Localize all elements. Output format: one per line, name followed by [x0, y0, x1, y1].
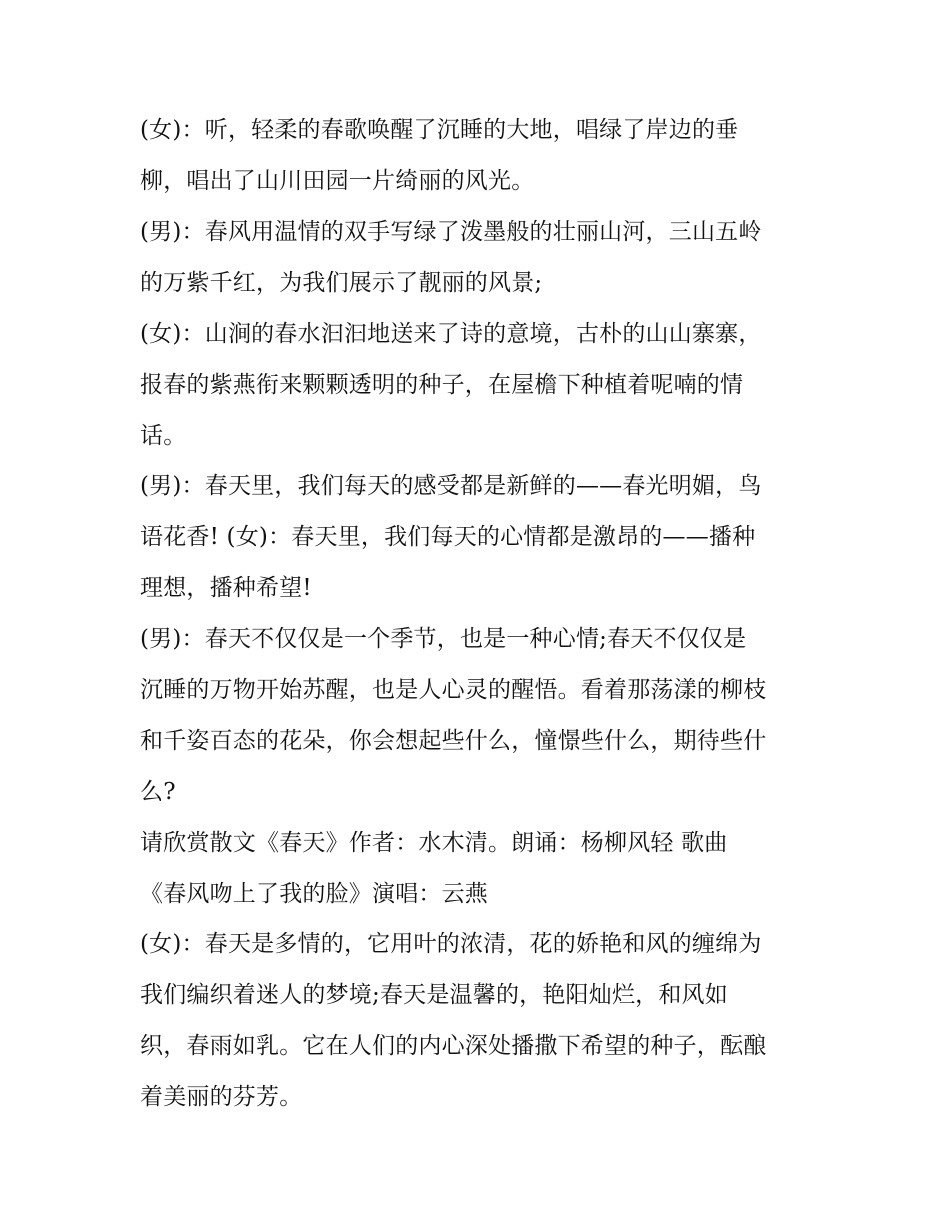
- text-line: 织，春雨如乳。它在人们的内心深处播撒下希望的种子，酝酿: [140, 1033, 767, 1059]
- text-line: 柳，唱出了山川田园一片绮丽的风光。: [140, 168, 535, 194]
- text-line: 理想，播种希望!: [140, 575, 312, 601]
- text-line: 报春的紫燕衔来颗颗透明的种子，在屋檐下种植着呢喃的情: [140, 372, 744, 398]
- text-line: 沉睡的万物开始苏醒，也是人心灵的醒悟。看着那荡漾的柳枝: [140, 677, 767, 703]
- text-line: 的万紫千红，为我们展示了靓丽的风景;: [140, 270, 543, 296]
- text-line: 话。: [140, 423, 187, 449]
- text-line: (女)：山涧的春水汩汩地送来了诗的意境，古朴的山山寨寨，: [140, 321, 762, 347]
- text-line: (男)：春天不仅仅是一个季节，也是一种心情;春天不仅仅是: [140, 626, 747, 652]
- text-line: (女)：春天是多情的，它用叶的浓清，花的娇艳和风的缠绵为: [140, 931, 762, 957]
- text-line: 语花香! (女)：春天里，我们每天的心情都是激昂的——播种: [140, 524, 756, 550]
- text-line: (女)：听，轻柔的春歌唤醒了沉睡的大地，唱绿了岸边的垂: [140, 117, 739, 143]
- text-line: (男)：春天里，我们每天的感受都是新鲜的——春光明媚，鸟: [140, 473, 762, 499]
- text-line: 和千姿百态的花朵，你会想起些什么，憧憬些什么，期待些什: [140, 728, 767, 754]
- text-line: 我们编织着迷人的梦境;春天是温馨的，艳阳灿烂，和风如: [140, 982, 728, 1008]
- text-line: 《春风吻上了我的脸》演唱：云燕: [140, 881, 488, 907]
- text-line: 请欣赏散文《春天》作者：水木清。朗诵：杨柳风轻 歌曲: [140, 830, 728, 856]
- text-line: 么?: [140, 779, 176, 805]
- text-line: (男)：春风用温情的双手写绿了泼墨般的壮丽山河，三山五岭: [140, 219, 762, 245]
- text-line: 着美丽的芬芳。: [140, 1084, 303, 1110]
